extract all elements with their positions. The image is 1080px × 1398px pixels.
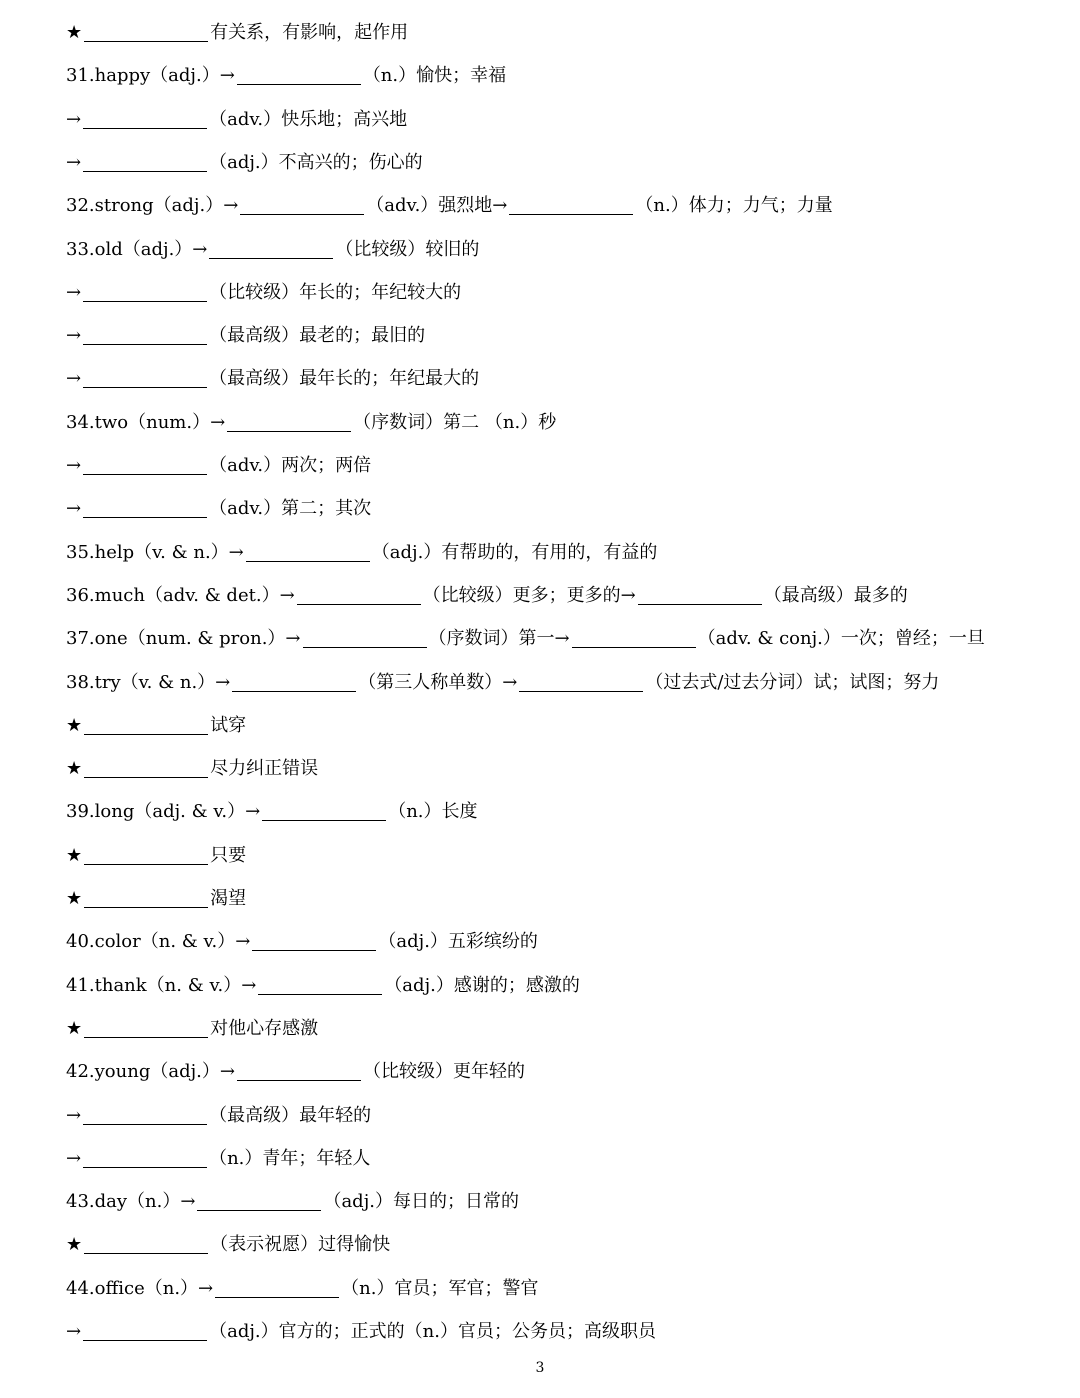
exercise-line xyxy=(66,101,407,131)
answer-blank[interactable] xyxy=(572,629,696,648)
line-text: 35.help（v. & n.）→ xyxy=(66,541,244,563)
line-text: ★ xyxy=(66,844,83,866)
line-text: 44.office（n.）→ xyxy=(66,1277,214,1299)
line-text: （第三人称单数）→ xyxy=(358,671,518,693)
line-text: （adj.）五彩缤纷的 xyxy=(378,931,538,953)
line-text: → xyxy=(66,368,82,390)
line-text: ★ xyxy=(66,888,83,909)
answer-blank[interactable] xyxy=(240,196,364,215)
exercise-line xyxy=(66,793,478,823)
exercise-line xyxy=(66,1183,519,1213)
line-text: （最高级）最多的 xyxy=(763,584,908,606)
line-text: 对他心存感激 xyxy=(210,1017,319,1039)
answer-blank[interactable] xyxy=(83,326,207,345)
line-text: → xyxy=(66,325,82,347)
exercise-line xyxy=(66,404,556,434)
exercise-line xyxy=(66,14,408,44)
line-text: （adj.）有帮助的，有用的，有益的 xyxy=(371,541,658,563)
exercise-line xyxy=(66,750,318,780)
answer-blank[interactable] xyxy=(84,1235,208,1254)
answer-blank[interactable] xyxy=(84,23,208,42)
line-text: 42.young（adj.）→ xyxy=(66,1061,235,1083)
line-text: （序数词）第二 （n.）秒 xyxy=(353,411,557,433)
line-text: （最高级）最年轻的 xyxy=(209,1104,372,1126)
line-text: 33.old（adj.）→ xyxy=(66,238,208,260)
answer-blank[interactable] xyxy=(509,196,633,215)
answer-blank[interactable] xyxy=(209,240,333,259)
answer-blank[interactable] xyxy=(83,110,207,129)
answer-blank[interactable] xyxy=(246,543,370,562)
answer-blank[interactable] xyxy=(258,976,382,995)
line-text: ★ xyxy=(66,758,83,780)
line-text: 37.one（num. & pron.）→ xyxy=(66,628,301,650)
line-text: （比较级）较旧的 xyxy=(335,238,480,260)
answer-blank[interactable] xyxy=(84,716,208,735)
line-text: 38.try（v. & n.）→ xyxy=(66,671,231,693)
answer-blank[interactable] xyxy=(237,1062,361,1081)
exercise-line xyxy=(66,1226,390,1256)
answer-blank[interactable] xyxy=(227,413,351,432)
exercise-line xyxy=(66,317,425,347)
line-text: （adv.）第二；其次 xyxy=(209,498,372,520)
line-text: 渴望 xyxy=(210,888,247,909)
line-text: （adj.）感谢的；感激的 xyxy=(384,974,580,996)
exercise-line xyxy=(66,57,506,87)
line-text: （adj.）每日的；日常的 xyxy=(323,1191,520,1213)
line-text: → xyxy=(66,1321,82,1342)
exercise-line xyxy=(66,1053,525,1083)
answer-blank[interactable] xyxy=(83,456,207,475)
line-text: （序数词）第一→ xyxy=(428,628,570,650)
line-text: （最高级）最老的；最旧的 xyxy=(209,325,426,347)
line-text: （n.）体力；力气；力量 xyxy=(635,195,833,217)
exercise-line xyxy=(66,1270,538,1300)
exercise-line xyxy=(66,231,479,261)
line-text: → xyxy=(66,108,82,130)
exercise-line xyxy=(66,707,246,737)
answer-blank[interactable] xyxy=(638,586,762,605)
line-text: 32.strong（adj.）→ xyxy=(66,195,239,217)
answer-blank[interactable] xyxy=(519,673,643,692)
line-text: 只要 xyxy=(210,844,247,866)
line-text: （adv.）快乐地；高兴地 xyxy=(209,108,408,130)
exercise-line xyxy=(66,534,657,564)
answer-blank[interactable] xyxy=(84,889,208,908)
line-text: （n.）官员；军官；警官 xyxy=(341,1277,539,1299)
exercise-line xyxy=(66,880,246,910)
exercise-line xyxy=(66,1097,371,1127)
line-text: → xyxy=(66,455,82,476)
line-text: （比较级）更年轻的 xyxy=(362,1061,525,1083)
line-text: （n.）愉快；幸福 xyxy=(362,65,507,87)
line-text: 34.two（num.）→ xyxy=(66,411,226,433)
line-text: ★ xyxy=(66,1234,83,1256)
answer-blank[interactable] xyxy=(297,586,421,605)
line-text: （adv. & conj.）一次；曾经；一旦 xyxy=(697,628,985,650)
line-text: （adj.）不高兴的；伤心的 xyxy=(209,151,423,173)
exercise-line xyxy=(66,187,833,217)
line-text: （比较级）年长的；年纪较大的 xyxy=(209,281,462,303)
answer-blank[interactable] xyxy=(237,66,361,85)
line-text: （表示祝愿）过得愉快 xyxy=(210,1234,391,1256)
line-text: 试穿 xyxy=(210,714,247,736)
answer-blank[interactable] xyxy=(303,629,427,648)
line-text: （过去式/过去分词）试；试图；努力 xyxy=(645,671,940,693)
answer-blank[interactable] xyxy=(252,932,376,951)
line-text: ★ xyxy=(66,714,83,736)
answer-blank[interactable] xyxy=(215,1279,339,1298)
exercise-line xyxy=(66,274,461,304)
answer-blank[interactable] xyxy=(83,1106,207,1125)
exercise-line xyxy=(66,923,538,953)
exercise-line xyxy=(66,664,939,694)
line-text: → xyxy=(66,1104,82,1126)
line-text: 36.much（adv. & det.）→ xyxy=(66,584,295,606)
exercise-line xyxy=(66,967,580,997)
answer-blank[interactable] xyxy=(197,1192,321,1211)
answer-blank[interactable] xyxy=(83,369,207,388)
line-text: （adj.）官方的；正式的（n.）官员；公务员；高级职员 xyxy=(209,1321,656,1342)
line-text: （比较级）更多；更多的→ xyxy=(422,584,636,606)
answer-blank[interactable] xyxy=(84,846,208,865)
line-text: 39.long（adj. & v.）→ xyxy=(66,801,261,823)
exercise-line xyxy=(66,447,371,477)
line-text: 41.thank（n. & v.）→ xyxy=(66,974,257,996)
exercise-line xyxy=(66,360,479,390)
answer-blank[interactable] xyxy=(262,802,386,821)
exercise-line xyxy=(66,1010,318,1040)
exercise-line xyxy=(66,1313,656,1343)
line-text: 有关系，有影响，起作用 xyxy=(210,22,409,43)
line-text: （adv.）强烈地→ xyxy=(366,195,508,217)
answer-blank[interactable] xyxy=(83,1322,207,1341)
line-text: 31.happy（adj.）→ xyxy=(66,65,235,87)
line-text: → xyxy=(66,498,82,520)
line-text: 43.day（n.）→ xyxy=(66,1191,196,1213)
line-text: ★ xyxy=(66,1017,83,1039)
answer-blank[interactable] xyxy=(232,673,356,692)
line-text: → xyxy=(66,281,82,303)
line-text: （n.）青年；年轻人 xyxy=(209,1147,371,1169)
answer-blank[interactable] xyxy=(84,759,208,778)
exercise-line xyxy=(66,144,423,174)
answer-blank[interactable] xyxy=(83,153,207,172)
exercise-line xyxy=(66,490,371,520)
line-text: 尽力纠正错误 xyxy=(210,758,319,780)
exercise-line xyxy=(66,577,908,607)
line-text: ★ xyxy=(66,22,83,43)
exercise-line xyxy=(66,837,246,867)
line-text: 40.color（n. & v.）→ xyxy=(66,931,251,953)
answer-blank[interactable] xyxy=(84,1019,208,1038)
answer-blank[interactable] xyxy=(83,1149,207,1168)
answer-blank[interactable] xyxy=(83,283,207,302)
line-text: → xyxy=(66,151,82,173)
answer-blank[interactable] xyxy=(83,499,207,518)
exercise-line xyxy=(66,1140,370,1170)
line-text: （最高级）最年长的；年纪最大的 xyxy=(209,368,480,390)
page-number: 3 xyxy=(535,1360,545,1376)
line-text: → xyxy=(66,1147,82,1169)
line-text: （n.）长度 xyxy=(388,801,478,823)
exercise-line xyxy=(66,620,985,650)
line-text: （adv.）两次；两倍 xyxy=(209,455,372,476)
